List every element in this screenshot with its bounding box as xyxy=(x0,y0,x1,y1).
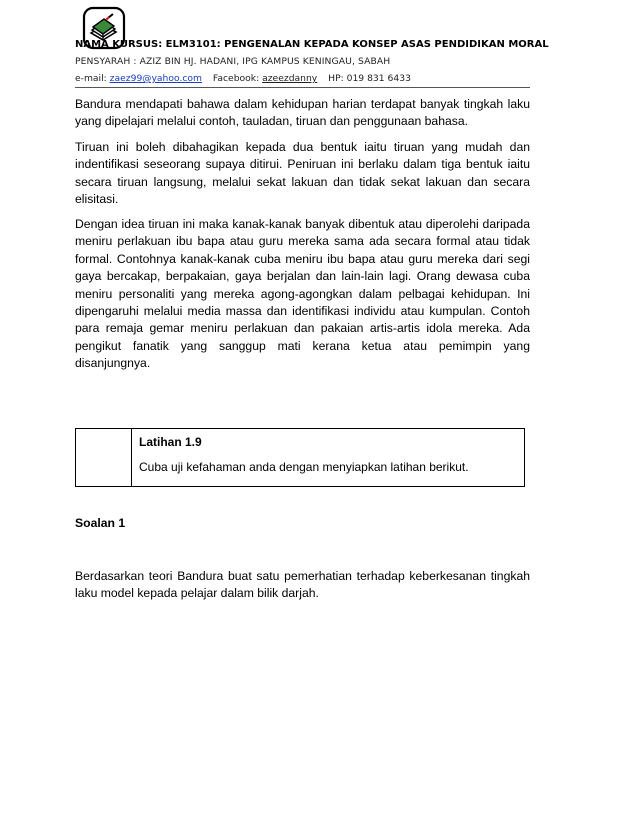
paragraph-2: Tiruan ini boleh dibahagikan kepada dua bentuk iaitu tiruan yang mudah dan indentifikasi seseorang supaya ditirui. Peniruan ini berlaku dalam tiga bentuk iaitu secara tiruan langsung, melalui sekat lakuan dan tidak sekat lakuan dan secara elisitasi. xyxy=(75,140,530,207)
exercise-box-divider xyxy=(131,429,132,486)
lecturer-line: PENSYARAH : AZIZ BIN HJ. HADANI, IPG KAMPUS KENINGAU, SABAH xyxy=(75,56,391,67)
email-label: e-mail: xyxy=(75,73,107,84)
paragraph-3: Dengan idea tiruan ini maka kanak-kanak banyak dibentuk atau diperolehi daripada meniru perlakuan ibu bapa atau guru mereka sama ada secara formal atau tidak formal. Contohnya kanak-kanak cuba meniru ibu bapa atau guru mereka dari segi gaya bercakap, berpakaian, gaya berjalan dan lain-lain lagi. Orang dewasa cuba meniru personaliti yang mereka agong-agongkan dalam pelbagai kehidupan. Ini dipengaruhi melalui media massa dan identifikasi individu atau kumpulan. Contoh para remaja gemar meniru perlakuan dan pakaian artis-artis idola mereka. Ada pengikut fanatik yang sanggup mati kerana ketua atau pemimpin yang disanjungnya. xyxy=(75,217,530,371)
header-divider xyxy=(75,87,530,88)
email-link[interactable]: zaez99@yahoo.com xyxy=(109,73,202,84)
question-text: Berdasarkan teori Bandura buat satu pemerhatian terhadap keberkesanan tingkah laku model kepada pelajar dalam bilik darjah. xyxy=(75,569,530,601)
exercise-title: Latihan 1.9 xyxy=(139,435,202,449)
exercise-box xyxy=(75,428,525,487)
phone-number: HP: 019 831 6433 xyxy=(328,73,411,84)
paragraph-1: Bandura mendapati bahawa dalam kehidupan harian terdapat banyak tingkah laku yang dipelajari melalui contoh, tauladan, tiruan dan penggunaan bahasa. xyxy=(75,97,530,129)
exercise-instruction: Cuba uji kefahaman anda dengan menyiapkan latihan berikut. xyxy=(139,460,469,474)
facebook-label: Facebook: xyxy=(212,73,260,84)
question-label: Soalan 1 xyxy=(75,516,126,530)
facebook-link[interactable]: azeezdanny xyxy=(262,73,318,84)
course-title: NAMA KURSUS: ELM3101: PENGENALAN KEPADA KONSEP ASAS PENDIDIKAN MORAL xyxy=(75,39,549,50)
contact-line xyxy=(75,73,411,84)
